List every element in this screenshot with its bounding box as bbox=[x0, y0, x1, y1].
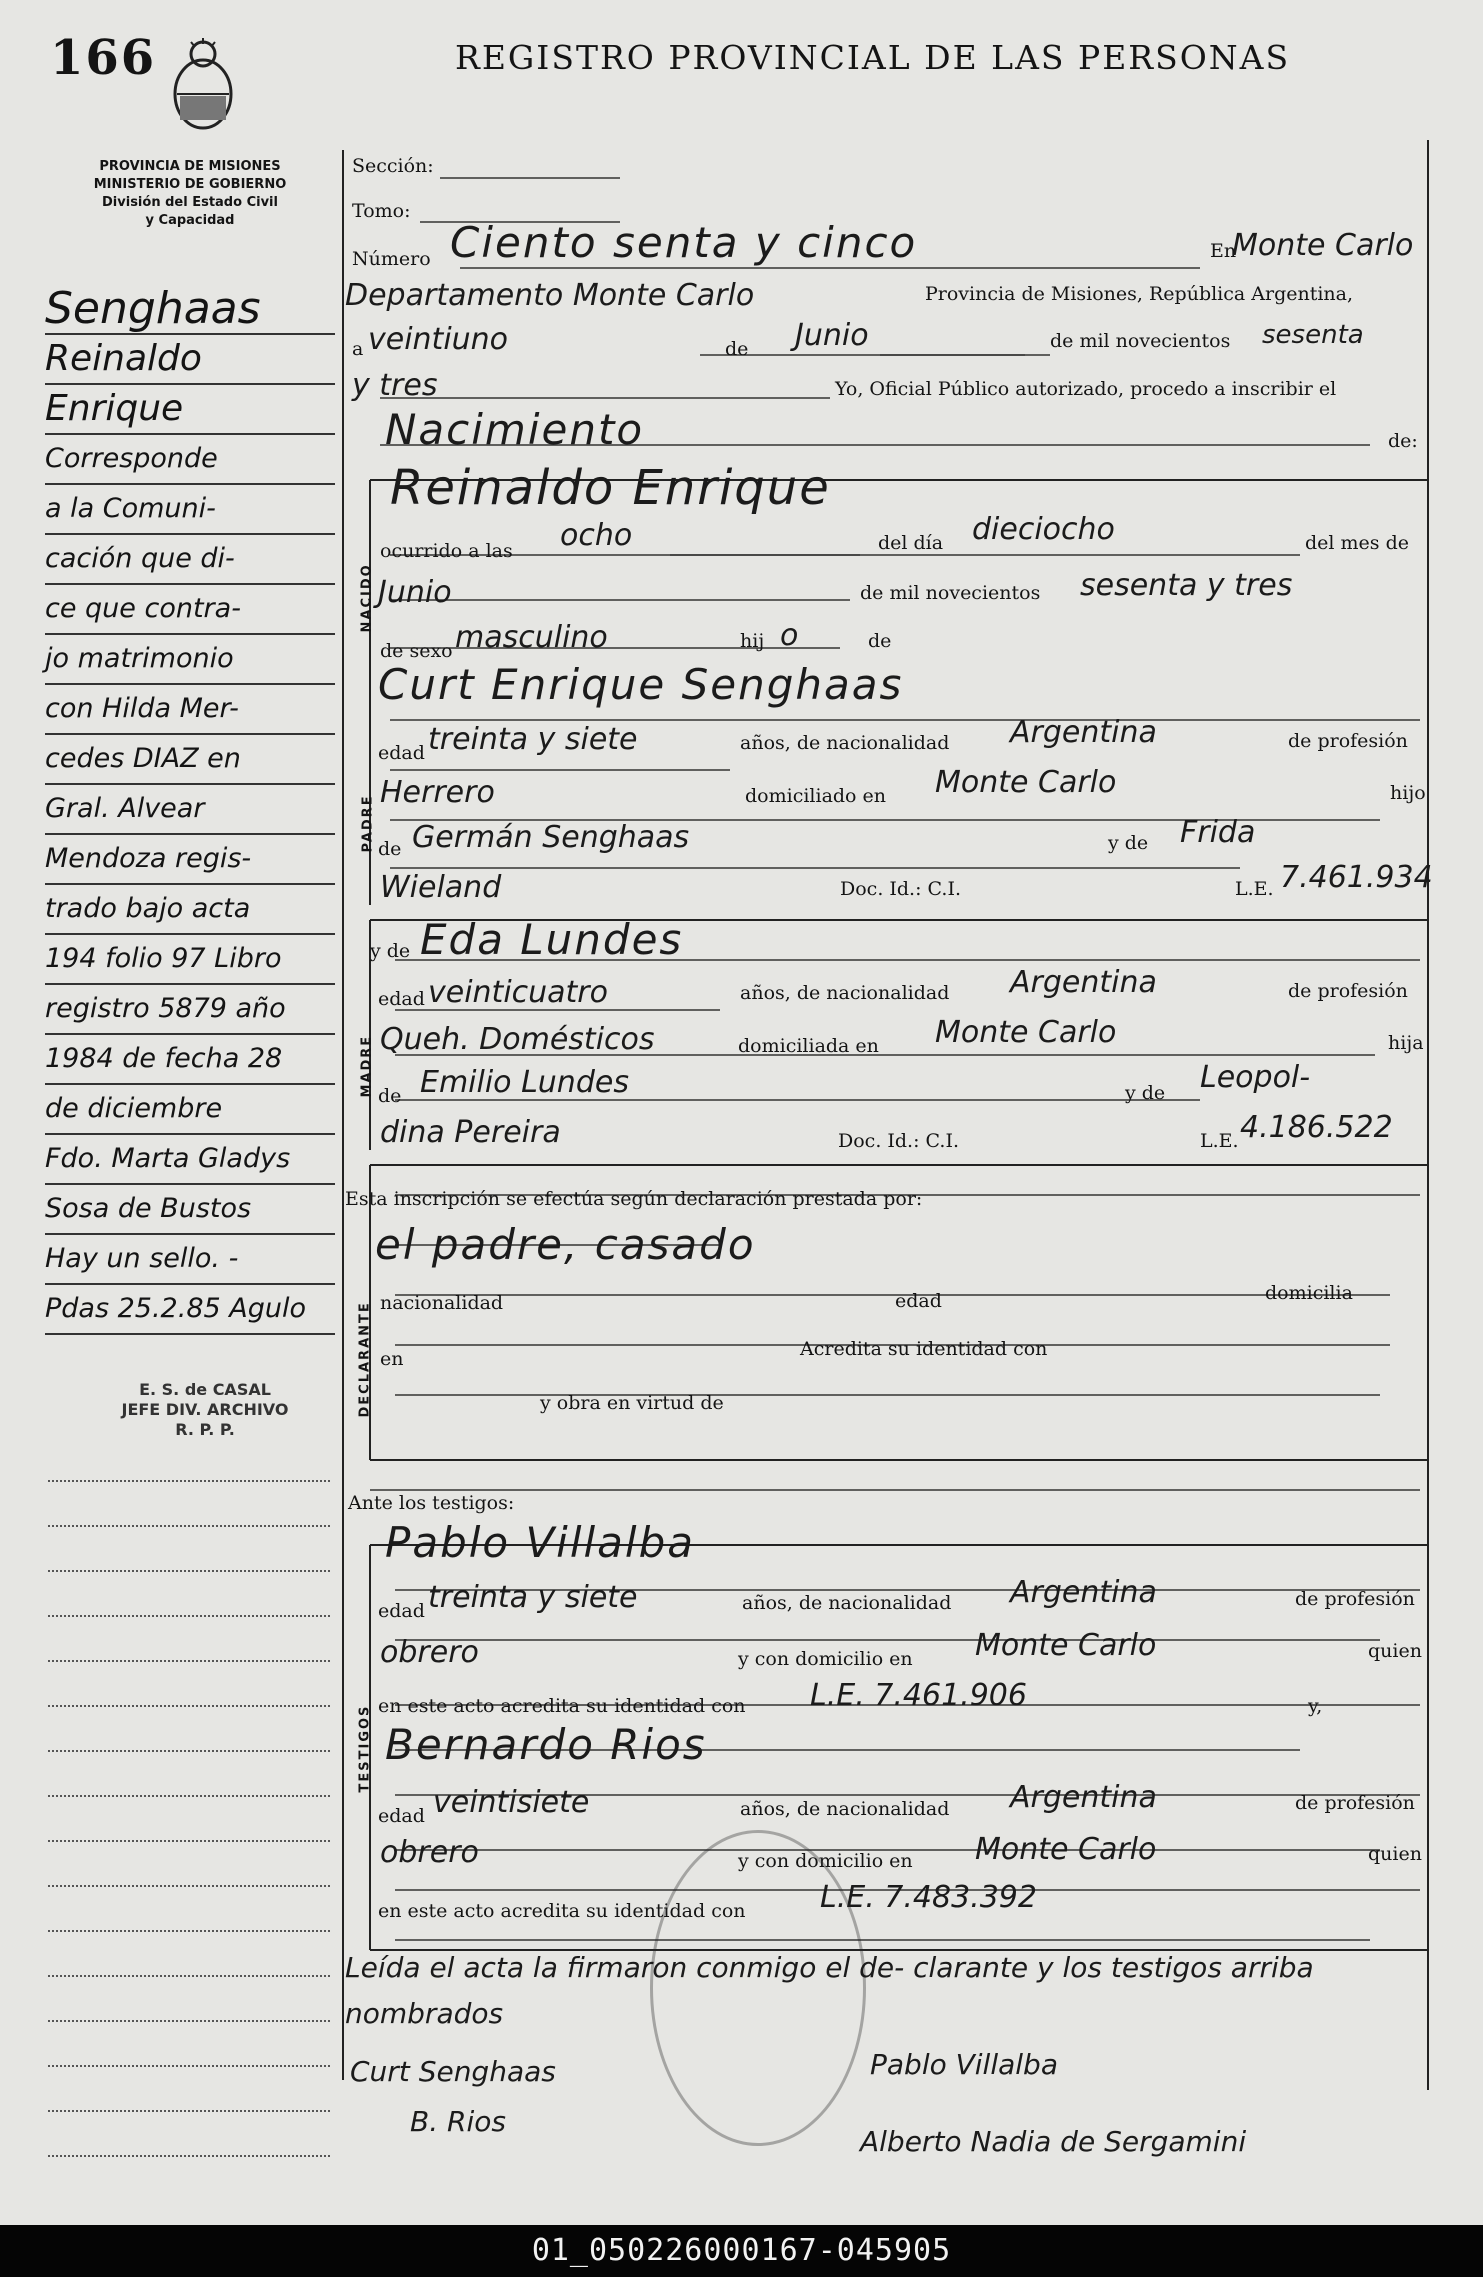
del-dia-label: del día bbox=[878, 532, 944, 554]
office-line: MINISTERIO DE GOBIERNO bbox=[93, 177, 287, 192]
margin-dotted-line bbox=[48, 2020, 330, 2022]
abuela-materna-cont: dina Pereira bbox=[380, 1115, 561, 1150]
madre-domicilio-label: domiciliada en bbox=[738, 1035, 879, 1057]
testigo1-quien-label: quien bbox=[1368, 1640, 1422, 1662]
madre-le-value: 4.186.522 bbox=[1240, 1110, 1393, 1145]
mil-novecientos-nacido-label: de mil novecientos bbox=[860, 582, 1041, 604]
testigo2-edad-value: veintisiete bbox=[433, 1785, 590, 1820]
margin-dotted-line bbox=[48, 1885, 330, 1887]
testigo1-documento-value: L.E. 7.461.906 bbox=[810, 1678, 1027, 1713]
margin-note-line: cedes DIAZ en bbox=[45, 735, 335, 785]
padre-de-label: de bbox=[378, 838, 402, 860]
numero-value: Ciento senta y cinco bbox=[450, 218, 918, 267]
margin-note-line: 1984 de fecha 28 bbox=[45, 1035, 335, 1085]
padre-y-de-label: y de bbox=[1108, 832, 1149, 854]
a-label: a bbox=[352, 338, 364, 360]
testigo1-edad-value: treinta y siete bbox=[428, 1580, 638, 1615]
margin-note-line: Pdas 25.2.85 Agulo bbox=[45, 1285, 335, 1335]
document-title: REGISTRO PROVINCIAL DE LAS PERSONAS bbox=[455, 38, 1291, 77]
seccion-label: Sección: bbox=[352, 155, 434, 177]
departamento-value: Departamento Monte Carlo bbox=[345, 278, 755, 313]
margin-note-line: trado bajo acta bbox=[45, 885, 335, 935]
ocurrido-label: ocurrido a las bbox=[380, 540, 513, 562]
padre-nacionalidad-value: Argentina bbox=[1010, 715, 1157, 750]
madre-nombre: Eda Lundes bbox=[420, 915, 684, 964]
anio-nacimiento-value: sesenta y tres bbox=[1080, 568, 1293, 603]
margin-note-line: ce que contra- bbox=[45, 585, 335, 635]
testigo2-edad-label: edad bbox=[378, 1805, 425, 1827]
testigo1-domicilio-label: y con domicilio en bbox=[738, 1648, 913, 1670]
closing-text: Leída el acta la firmaron conmigo el de- clarante y los testigos arriba nombrados bbox=[345, 1951, 1314, 2030]
nacido-nombre: Reinaldo Enrique bbox=[390, 460, 831, 516]
margin-note-line: jo matrimonio bbox=[45, 635, 335, 685]
mes-registro-value: Junio bbox=[795, 318, 869, 353]
padre-le-value: 7.461.934 bbox=[1280, 860, 1433, 895]
declarante-domicilia-label: domicilia bbox=[1265, 1282, 1353, 1304]
testigo2-acredita-label: en este acto acredita su identidad con bbox=[378, 1900, 746, 1922]
abuela-paterna-cont: Wieland bbox=[380, 870, 502, 905]
testigo2-nombre: Bernardo Rios bbox=[385, 1720, 707, 1769]
madre-doc-label: Doc. Id.: C.I. bbox=[838, 1130, 959, 1152]
office-line: PROVINCIA DE MISIONES bbox=[99, 159, 281, 174]
office-line: División del Estado Civil bbox=[102, 195, 278, 210]
padre-section-label: PADRE bbox=[360, 794, 376, 853]
declarante-edad-label: edad bbox=[895, 1290, 942, 1312]
signature-oficial: Alberto Nadia de Sergamini bbox=[860, 2125, 1247, 2158]
abuelo-materno-value: Emilio Lundes bbox=[420, 1065, 629, 1100]
page-number: 166 bbox=[50, 30, 157, 86]
declarante-acredita-label: Acredita su identidad con bbox=[800, 1338, 1048, 1360]
margin-dotted-line bbox=[48, 1705, 330, 1707]
provincia-label: Provincia de Misiones, República Argentina, bbox=[925, 283, 1354, 305]
signature-declarante: Curt Senghaas bbox=[350, 2055, 556, 2088]
abuela-paterna-value: Frida bbox=[1180, 815, 1256, 850]
oficial-label: Yo, Oficial Público autorizado, procedo a inscribir el bbox=[835, 378, 1337, 400]
padre-domicilio-value: Monte Carlo bbox=[935, 765, 1117, 800]
testigo1-profesion-label: de profesión bbox=[1295, 1588, 1415, 1610]
del-mes-label: del mes de bbox=[1305, 532, 1409, 554]
padre-hijo-label: hijo bbox=[1390, 782, 1426, 804]
madre-edad-value: veinticuatro bbox=[428, 975, 608, 1010]
margin-note-line: Sosa de Bustos bbox=[45, 1185, 335, 1235]
stamp-line: E. S. de CASAL bbox=[139, 1380, 271, 1399]
padre-profesion-value: Herrero bbox=[380, 775, 495, 810]
nacido-section-label: NACIDO bbox=[359, 563, 375, 633]
margin-dotted-line bbox=[48, 1480, 330, 1482]
en-label: En bbox=[1210, 240, 1237, 262]
testigo1-edad-label: edad bbox=[378, 1600, 425, 1622]
margin-dotted-line bbox=[48, 1795, 330, 1797]
testigo2-profesion-label: de profesión bbox=[1295, 1792, 1415, 1814]
mes-nacimiento-value: Junio bbox=[378, 575, 452, 610]
signature-testigo1: Pablo Villalba bbox=[870, 2048, 1058, 2081]
tomo-label: Tomo: bbox=[352, 200, 411, 222]
archive-stamp bbox=[85, 1380, 325, 1440]
margin-dotted-line bbox=[48, 1660, 330, 1662]
testigo1-nacionalidad-value: Argentina bbox=[1010, 1575, 1157, 1610]
testigos-section-label: TESTIGOS bbox=[357, 1704, 373, 1793]
testigo2-nac-label: años, de nacionalidad bbox=[740, 1798, 950, 1820]
padre-nombre: Curt Enrique Senghaas bbox=[378, 660, 904, 709]
madre-profesion-label: de profesión bbox=[1288, 980, 1408, 1002]
testigo1-profesion-value: obrero bbox=[380, 1635, 479, 1670]
localidad-value: Monte Carlo bbox=[1232, 228, 1414, 263]
testigos-intro: Ante los testigos: bbox=[348, 1492, 515, 1514]
margin-dotted-line bbox=[48, 2065, 330, 2067]
margin-dotted-line bbox=[48, 1570, 330, 1572]
testigo1-y-label: y, bbox=[1308, 1695, 1323, 1717]
mil-novecientos-label: de mil novecientos bbox=[1050, 330, 1231, 352]
testigo1-acredita-label: en este acto acredita su identidad con bbox=[378, 1695, 746, 1717]
margin-note-line: a la Comuni- bbox=[45, 485, 335, 535]
dia-nacimiento-value: dieciocho bbox=[972, 512, 1115, 547]
dia-registro-value: veintiuno bbox=[368, 322, 509, 357]
issuing-office bbox=[50, 158, 330, 230]
numero-label: Número bbox=[352, 248, 431, 270]
hora-value: ocho bbox=[560, 518, 633, 553]
testigo1-nac-label: años, de nacionalidad bbox=[742, 1592, 952, 1614]
margin-note-line: Senghaas bbox=[45, 285, 335, 335]
stamp-line: R. P. P. bbox=[175, 1420, 235, 1439]
testigo2-domicilio-value: Monte Carlo bbox=[975, 1832, 1157, 1867]
padre-doc-label: Doc. Id.: C.I. bbox=[840, 878, 961, 900]
margin-dotted-line bbox=[48, 1930, 330, 1932]
declarante-obra-label: y obra en virtud de bbox=[540, 1392, 724, 1414]
argentina-coat-of-arms-icon bbox=[168, 36, 238, 134]
madre-de-label: de bbox=[378, 1085, 402, 1107]
madre-y-de-intro-label: y de bbox=[370, 940, 411, 962]
hijo-suffix-value: o bbox=[780, 618, 799, 653]
margin-note-line: Corresponde bbox=[45, 435, 335, 485]
declarante-en-label: en bbox=[380, 1348, 404, 1370]
padre-domicilio-label: domiciliado en bbox=[745, 785, 887, 807]
margin-note-line: cación que di- bbox=[45, 535, 335, 585]
abuela-materna-value: Leopol- bbox=[1200, 1060, 1311, 1095]
padre-profesion-label: de profesión bbox=[1288, 730, 1408, 752]
padre-edad-label: edad bbox=[378, 742, 425, 764]
margin-note-line: Gral. Alvear bbox=[45, 785, 335, 835]
stamp-line: JEFE DIV. ARCHIVO bbox=[121, 1400, 289, 1419]
declarante-intro: Esta inscripción se efectúa según declaración prestada por: bbox=[345, 1188, 923, 1210]
margin-dotted-line bbox=[48, 2155, 330, 2157]
margin-note-line: Reinaldo bbox=[45, 335, 335, 385]
margin-note-line: Mendoza regis- bbox=[45, 835, 335, 885]
margin-note-line: de diciembre bbox=[45, 1085, 335, 1135]
testigo1-nombre: Pablo Villalba bbox=[385, 1518, 695, 1567]
testigo1-domicilio-value: Monte Carlo bbox=[975, 1628, 1157, 1663]
margin-note-line: Fdo. Marta Gladys bbox=[45, 1135, 335, 1185]
margin-dotted-line bbox=[48, 1975, 330, 1977]
madre-le-label: L.E. bbox=[1200, 1130, 1239, 1152]
declarante-nacionalidad-label: nacionalidad bbox=[380, 1292, 504, 1314]
scan-footer bbox=[0, 2225, 1483, 2277]
acto-value: Nacimiento bbox=[385, 405, 645, 454]
madre-domicilio-value: Monte Carlo bbox=[935, 1015, 1117, 1050]
abuelo-paterno-value: Germán Senghaas bbox=[412, 820, 690, 855]
padre-le-label: L.E. bbox=[1235, 878, 1274, 900]
madre-y-de-label: y de bbox=[1125, 1082, 1166, 1104]
margin-dotted-line bbox=[48, 1615, 330, 1617]
madre-edad-label: edad bbox=[378, 988, 425, 1010]
signature-testigo2: B. Rios bbox=[410, 2105, 506, 2138]
testigo2-quien-label: quien bbox=[1368, 1843, 1422, 1865]
de-nacido-label: de bbox=[868, 630, 892, 652]
madre-section-label: MADRE bbox=[359, 1034, 375, 1098]
margin-note-line: Hay un sello. - bbox=[45, 1235, 335, 1285]
anio-registro-cont: y tres bbox=[352, 368, 438, 403]
margin-dotted-line bbox=[48, 1525, 330, 1527]
madre-hija-label: hija bbox=[1388, 1032, 1424, 1054]
declarante-section-label: DECLARANTE bbox=[357, 1301, 373, 1418]
margin-note-line: Enrique bbox=[45, 385, 335, 435]
margin-dotted-line bbox=[48, 2110, 330, 2112]
testigo2-domicilio-label: y con domicilio en bbox=[738, 1850, 913, 1872]
padre-edad-value: treinta y siete bbox=[428, 722, 638, 757]
margin-note-line: con Hilda Mer- bbox=[45, 685, 335, 735]
anio-registro-value: sesenta bbox=[1262, 320, 1364, 350]
sexo-label: de sexo bbox=[380, 640, 453, 662]
madre-nac-label: años, de nacionalidad bbox=[740, 982, 950, 1004]
office-line: y Capacidad bbox=[145, 213, 235, 228]
margin-annotation bbox=[45, 285, 335, 1335]
sexo-value: masculino bbox=[455, 620, 608, 655]
hijo-label: hij bbox=[740, 630, 765, 652]
margin-note-line: 194 folio 97 Libro bbox=[45, 935, 335, 985]
testigo2-nacionalidad-value: Argentina bbox=[1010, 1780, 1157, 1815]
scan-code: 01_050226000167-045905 bbox=[531, 2233, 952, 2268]
margin-dotted-line bbox=[48, 1750, 330, 1752]
madre-nacionalidad-value: Argentina bbox=[1010, 965, 1157, 1000]
margin-note-line: registro 5879 año bbox=[45, 985, 335, 1035]
de-colon-label: de: bbox=[1388, 430, 1418, 452]
padre-nac-label: años, de nacionalidad bbox=[740, 732, 950, 754]
margin-dotted-line bbox=[48, 1840, 330, 1842]
declarante-value: el padre, casado bbox=[375, 1220, 756, 1269]
madre-profesion-value: Queh. Domésticos bbox=[380, 1022, 655, 1057]
testigo2-profesion-value: obrero bbox=[380, 1835, 479, 1870]
de-label: de bbox=[725, 338, 749, 360]
testigo2-documento-value: L.E. 7.483.392 bbox=[820, 1880, 1037, 1915]
